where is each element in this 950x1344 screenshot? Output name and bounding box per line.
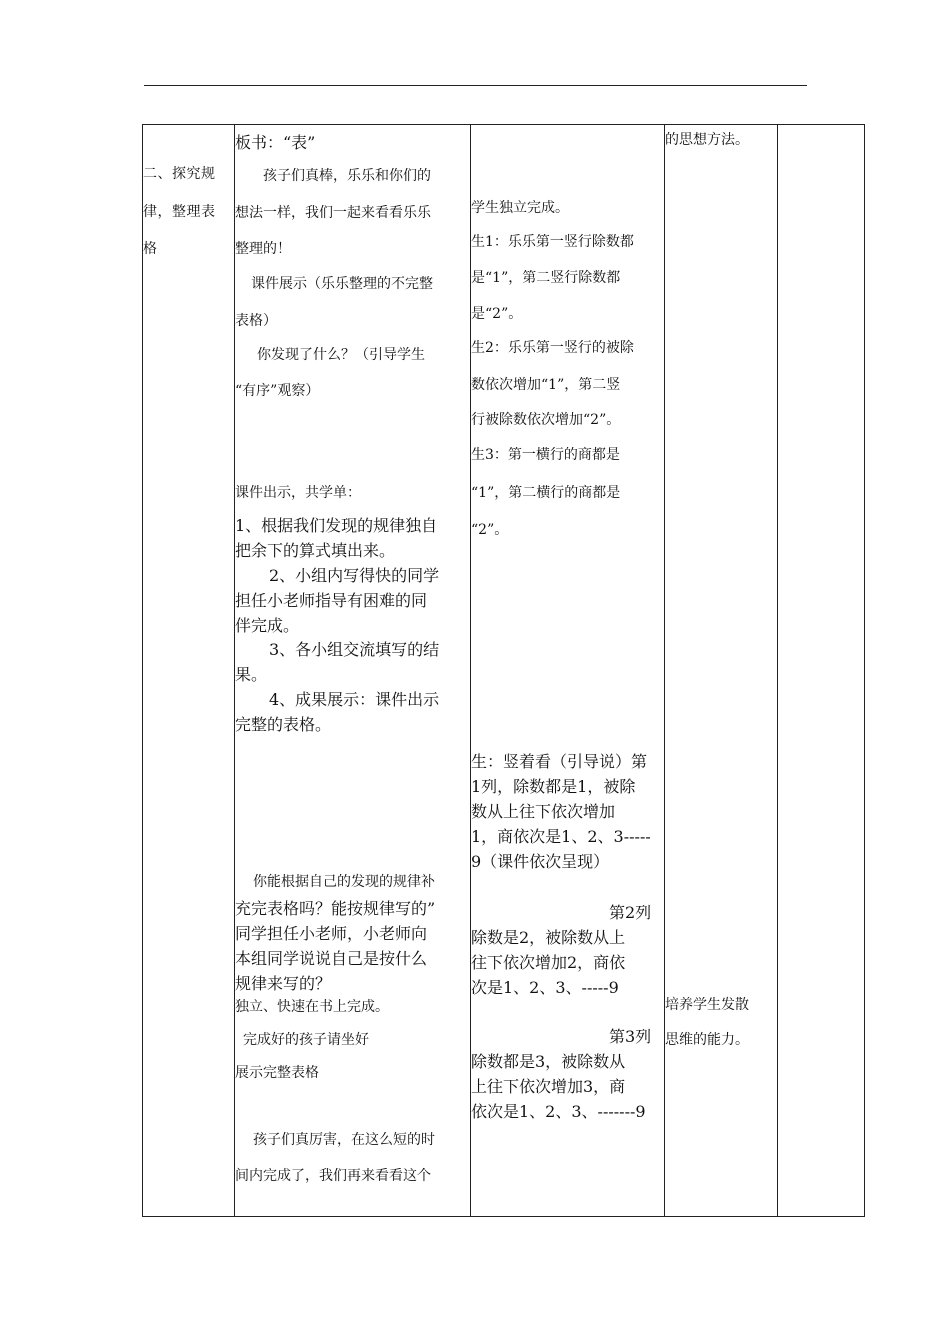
board-title: 板书：“表” <box>235 133 316 152</box>
column-heading: 第3列 <box>609 1027 652 1046</box>
teacher-line: 间内完成了，我们再来看看这个 <box>235 1168 431 1184</box>
design-intent-cell <box>665 125 777 1216</box>
task-line: 伴完成。 <box>235 616 300 635</box>
student-line: “1”，第二横行的商都是 <box>471 485 621 501</box>
teacher-line: 想法一样，我们一起来看看乐乐 <box>235 205 431 221</box>
student-line: 除数都是3，被除数从 <box>471 1052 626 1071</box>
student-line: 数依次增加“1”，第二竖 <box>471 377 621 393</box>
teacher-line: 本组同学说说自己是按什么 <box>235 949 428 968</box>
student-line: 生：竖着看（引导说）第 <box>471 752 648 771</box>
teacher-line: 表格） <box>235 313 277 329</box>
student-line: 是“2”。 <box>471 306 523 322</box>
teacher-line: 同学担任小老师，小老师向 <box>235 924 428 943</box>
task-line: 4、成果展示：课件出示 <box>269 690 440 709</box>
teacher-line: 完成好的孩子请坐好 <box>243 1032 369 1048</box>
teacher-line: 充完表格吗？能按规律写的” <box>235 899 436 918</box>
teacher-line: 整理的！ <box>235 241 291 257</box>
task-line: 把余下的算式填出来。 <box>235 541 396 560</box>
task-line: 担任小老师指导有困难的同 <box>235 591 428 610</box>
student-line: “2”。 <box>471 522 509 538</box>
student-activity-cell <box>471 125 664 1216</box>
student-line: 除数是2，被除数从上 <box>471 928 626 947</box>
teacher-line: 课件出示，共学单： <box>235 485 361 501</box>
student-line: 依次是1、2、3、-------9 <box>471 1102 646 1121</box>
student-line: 1列，除数都是1，被除 <box>471 777 636 796</box>
stage-line: 格 <box>143 241 158 257</box>
student-line: 生2：乐乐第一竖行的被除 <box>471 340 634 356</box>
header-rule <box>144 85 807 86</box>
teacher-activity-cell <box>235 125 470 1216</box>
student-line: 上往下依次增加3，商 <box>471 1077 626 1096</box>
task-line: 3、各小组交流填写的结 <box>269 640 440 659</box>
task-line: 果。 <box>235 665 268 684</box>
student-line: 生3：第一横行的商都是 <box>471 447 620 463</box>
teacher-line: 展示完整表格 <box>235 1065 319 1081</box>
student-line: 1，商依次是1、2、3----- <box>471 827 651 846</box>
stage-cell <box>143 125 234 1216</box>
teacher-line: 孩子们真棒，乐乐和你们的 <box>263 168 431 184</box>
stage-line: 律，整理表 <box>143 204 216 220</box>
student-line: 9（课件依次呈现） <box>471 852 610 871</box>
intent-line: 培养学生发散 <box>665 997 749 1013</box>
student-line: 生1：乐乐第一竖行除数都 <box>471 234 634 250</box>
student-line: 往下依次增加2，商依 <box>471 953 626 972</box>
notes-cell <box>778 125 864 1216</box>
student-line: 是“1”，第二竖行除数都 <box>471 270 621 286</box>
task-line: 2、小组内写得快的同学 <box>269 566 440 585</box>
teacher-line: 独立、快速在书上完成。 <box>235 999 389 1015</box>
column-heading: 第2列 <box>609 903 652 922</box>
intent-line: 思维的能力。 <box>665 1032 749 1048</box>
stage-line: 二、探究规 <box>143 166 216 182</box>
task-line: 1、根据我们发现的规律独自 <box>235 516 438 535</box>
student-line: 行被除数依次增加“2”。 <box>471 412 621 428</box>
teacher-line: 规律来写的？ <box>235 974 332 993</box>
teacher-line: “有序”观察） <box>235 383 320 399</box>
lesson-plan-table <box>142 124 865 1217</box>
intent-line: 的思想方法。 <box>665 132 749 148</box>
teacher-line: 课件展示（乐乐整理的不完整 <box>251 276 433 292</box>
teacher-line: 孩子们真厉害，在这么短的时 <box>253 1132 435 1148</box>
student-line: 次是1、2、3、-----9 <box>471 978 619 997</box>
student-line: 数从上往下依次增加 <box>471 802 616 821</box>
teacher-line: 你发现了什么？（引导学生 <box>257 347 425 363</box>
task-line: 完整的表格。 <box>235 715 332 734</box>
teacher-line: 你能根据自己的发现的规律补 <box>253 874 435 890</box>
student-line: 学生独立完成。 <box>471 200 569 216</box>
